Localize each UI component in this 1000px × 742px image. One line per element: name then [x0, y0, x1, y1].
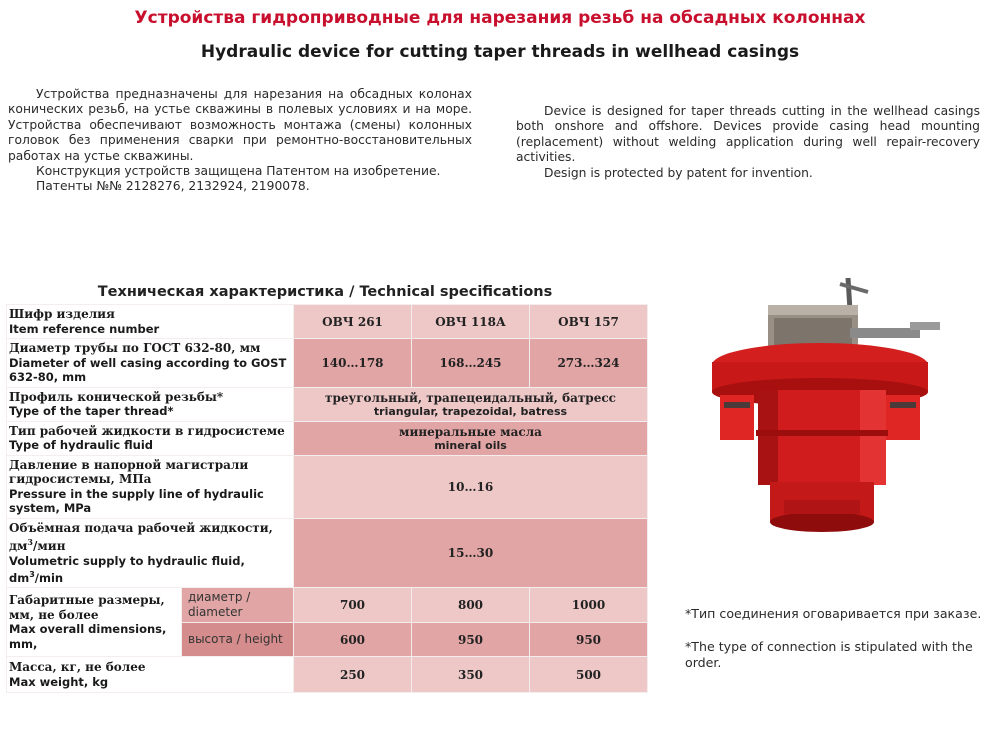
specs-table	[6, 304, 648, 693]
value-cell: 600	[294, 623, 412, 657]
description-en	[516, 104, 980, 181]
description-ru-paragraph: Устройства предназначены для нарезания на обсадных колонах конических резьб, на устье скважины в полевых условиях и на море. Устройства обеспечивают возможность монтажа (смены) колонных головок без применения сварки при ремонтно-восстановительных работах на устье скважины.	[8, 87, 472, 163]
table-row	[7, 588, 648, 623]
description-ru	[8, 87, 472, 195]
fluid-label: Тип рабочей жидкости в гидросистеме Type of hydraulic fluid	[7, 421, 294, 455]
thread-label: Профиль конической резьбы* Type of the taper thread*	[7, 387, 294, 421]
value-cell: 800	[412, 588, 530, 623]
value-cell: 1000	[530, 588, 648, 623]
table-row	[7, 387, 648, 421]
description-ru-paragraph: Конструкция устройств защищена Патентом на изобретение.	[36, 164, 441, 179]
table-row	[7, 518, 648, 588]
footnote-ru: *Тип соединения оговаривается при заказе.	[685, 606, 982, 621]
table-row	[7, 339, 648, 388]
page-title-ru: Устройства гидроприводные для нарезания резьб на обсадных колоннах	[134, 8, 866, 28]
value-cell: 140…178	[294, 339, 412, 388]
model-cell: ОВЧ 261	[294, 305, 412, 339]
fluid-value: минеральные масла mineral oils	[294, 421, 648, 455]
specs-title: Техническая характеристика / Technical specifications	[97, 284, 553, 300]
item-ref-label: Шифр изделия Item reference number	[7, 305, 294, 339]
table-row	[7, 305, 648, 339]
value-cell: 950	[412, 623, 530, 657]
value-cell: 273…324	[530, 339, 648, 388]
dimensions-label: Габаритные размеры, мм, не более Max overall dimensions, mm,	[7, 588, 182, 657]
diameter-label: Диаметр трубы по ГОСТ 632-80, мм Diameter of well casing according to GOST 632-80, mm	[7, 339, 294, 388]
value-cell: 350	[412, 657, 530, 693]
description-en-paragraph: Design is protected by patent for invention.	[544, 165, 813, 180]
pressure-label: Давление в напорной магистрали гидросистемы, МПа Pressure in the supply line of hydraulic system, MPa	[7, 455, 294, 518]
supply-label: Объёмная подача рабочей жидкости, $дм^3$/мин Volumetric supply to hydraulic fluid, $dm^3/\min$	[7, 518, 294, 588]
model-cell: ОВЧ 118А	[412, 305, 530, 339]
value-cell: 500	[530, 657, 648, 693]
description-ru-paragraph: Патенты №№ 2128276, 2132924, 2190078.	[36, 179, 310, 194]
model-cell: ОВЧ 157	[530, 305, 648, 339]
value-cell: 168…245	[412, 339, 530, 388]
table-row	[7, 455, 648, 518]
supply-value: 15…30	[294, 518, 648, 588]
pressure-value: 10…16	[294, 455, 648, 518]
table-row	[7, 657, 648, 693]
footnote-en: *The type of connection is stipulated with the order.	[685, 639, 973, 670]
description-en-paragraph: Device is designed for taper threads cutting in the wellhead casings both onshore and offshore. Devices provide casing head mounting (replacement) without welding application during well repair-recovery activities.	[516, 104, 980, 165]
weight-label: Масса, кг, не более Max weight, kg	[7, 657, 294, 693]
page-title-en: Hydraulic device for cutting taper threads in wellhead casings	[200, 42, 800, 62]
value-cell: 250	[294, 657, 412, 693]
table-row	[7, 421, 648, 455]
thread-value: треугольный, трапецеидальный, батресс triangular, trapezoidal, batress	[294, 387, 648, 421]
value-cell: 950	[530, 623, 648, 657]
value-cell: 700	[294, 588, 412, 623]
hydraulic-device-photo	[700, 270, 990, 540]
height-sublabel: высота / height	[182, 623, 294, 657]
diameter-sublabel: диаметр / diameter	[182, 588, 294, 623]
